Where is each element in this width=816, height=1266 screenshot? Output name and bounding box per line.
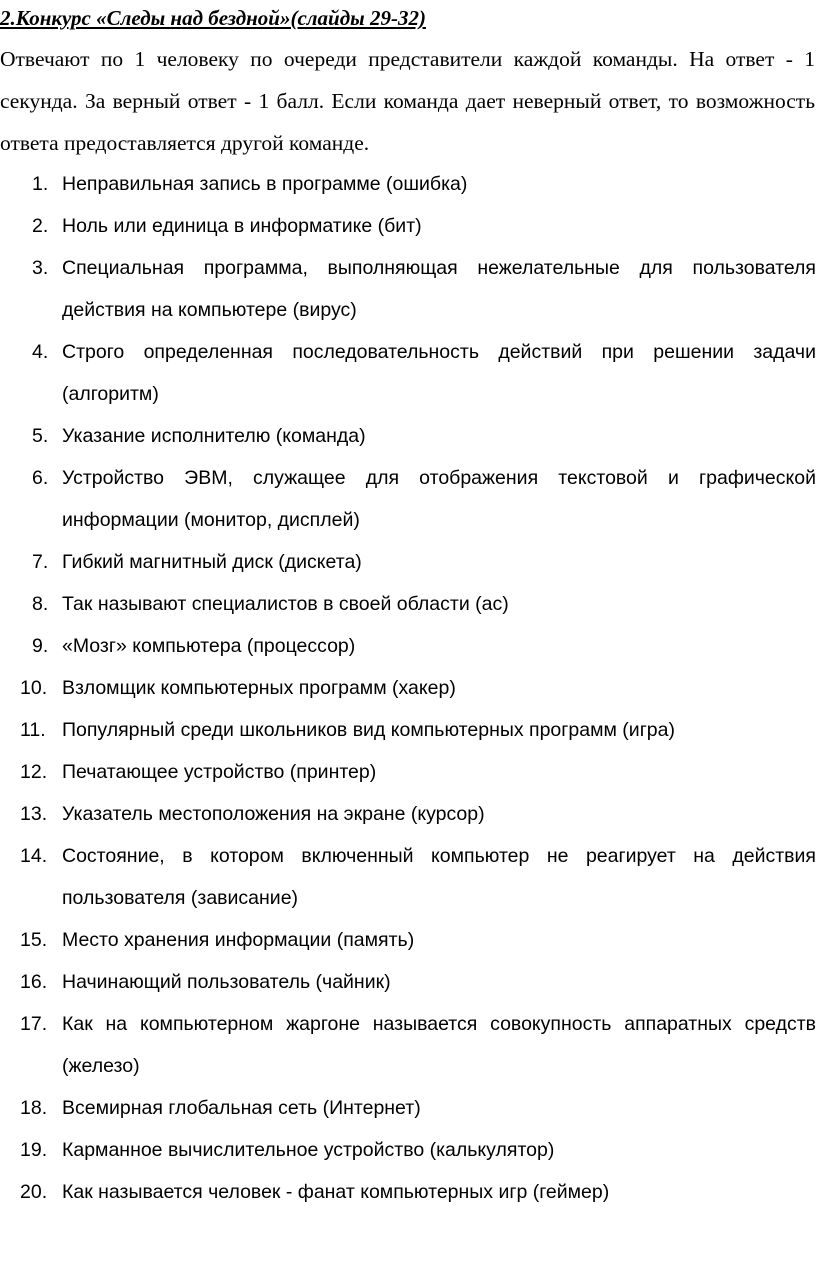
question-number: 16. [20,971,48,993]
question-text: Специальная программа, выполняющая нежелательные для пользователя действия на компьютере (вирус) [62,257,816,321]
question-item [0,1087,816,1129]
question-item [0,919,816,961]
question-text: Указание исполнителю (команда) [62,425,366,447]
question-item [0,247,816,331]
question-number: 8. [32,593,49,615]
question-number: 14. [20,845,48,867]
question-text: Как на компьютерном жаргоне называется совокупность аппаратных средств (железо) [62,1013,816,1077]
question-item [0,163,816,205]
question-text: Ноль или единица в информатике (бит) [62,215,422,237]
question-text: Место хранения информации (память) [62,929,415,951]
question-text: Состояние, в котором включенный компьютер не реагирует на действия пользователя (зависание) [62,845,816,909]
question-number: 1. [32,173,49,195]
contest-title: 2.Конкурс «Следы над бездной»(слайды 29-32) [0,6,426,30]
question-text: «Мозг» компьютера (процессор) [62,635,356,657]
question-text: Гибкий магнитный диск (дискета) [62,551,362,573]
question-number: 7. [32,551,49,573]
question-item [0,1003,816,1087]
question-item [0,541,816,583]
question-text: Как называется человек - фанат компьютерных игр (геймер) [62,1181,610,1203]
question-list [0,163,816,1213]
question-text: Печатающее устройство (принтер) [62,761,377,783]
question-number: 9. [32,635,49,657]
question-item [0,1129,816,1171]
question-number: 10. [20,677,48,699]
question-text: Карманное вычислительное устройство (калькулятор) [62,1139,555,1161]
question-text: Популярный среди школьников вид компьютерных программ (игра) [62,719,675,741]
question-item [0,1171,816,1213]
question-text: Так называют специалистов в своей области (ас) [62,593,509,615]
question-item [0,205,816,247]
question-text: Строго определенная последовательность действий при решении задачи (алгоритм) [62,341,816,405]
question-item [0,667,816,709]
question-item [0,415,816,457]
question-number: 5. [32,425,49,447]
question-item [0,709,816,751]
question-item [0,961,816,1003]
question-number: 11. [20,719,46,741]
question-number: 4. [32,341,49,363]
question-number: 13. [20,803,48,825]
question-item [0,835,816,919]
question-number: 20. [20,1181,48,1203]
question-number: 6. [32,467,49,489]
question-number: 15. [20,929,48,951]
question-item [0,625,816,667]
question-item [0,583,816,625]
question-text: Взломщик компьютерных программ (хакер) [62,677,456,699]
question-number: 2. [32,215,49,237]
question-number: 3. [32,257,49,279]
question-text: Начинающий пользователь (чайник) [62,971,391,993]
question-text: Устройство ЭВМ, служащее для отображения текстовой и графической информации (монитор, дисплей) [62,467,816,531]
question-item [0,793,816,835]
question-number: 17. [20,1013,48,1035]
question-text: Указатель местоположения на экране (курсор) [62,803,485,825]
question-item [0,751,816,793]
question-number: 18. [20,1097,48,1119]
question-item [0,457,816,541]
question-text: Неправильная запись в программе (ошибка) [62,173,468,195]
question-number: 19. [20,1139,48,1161]
question-text: Всемирная глобальная сеть (Интернет) [62,1097,421,1119]
intro-paragraph: Отвечают по 1 человеку по очереди представители каждой команды. На ответ - 1 секунда. За верный ответ - 1 балл. Если команда дает неверный ответ, то возможность ответа предоставляется другой команде. [0,47,815,155]
question-item [0,331,816,415]
question-number: 12. [20,761,48,783]
